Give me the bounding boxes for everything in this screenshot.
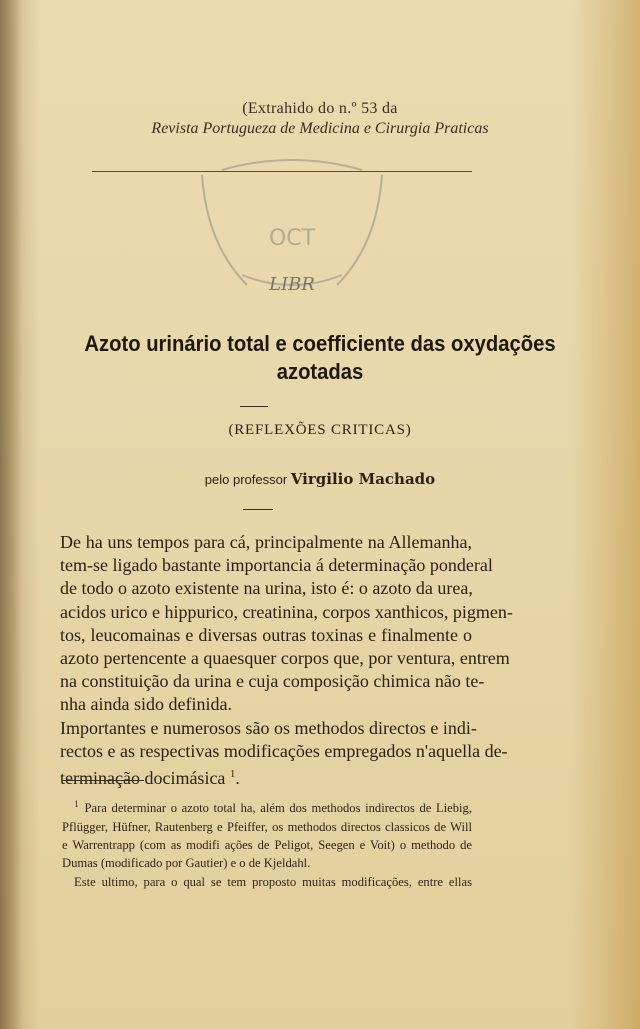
footnote-line: Este ultimo, para o qual se tem proposto muitas modificações, entre ellas [74,874,472,889]
body-line: Importantes e numerosos são os methodos directos e indi- [60,717,477,738]
body-line: De ha uns tempos para cá, principalmente na Allemanha, [60,532,472,552]
page-spine-shadow [0,0,22,1029]
library-stamp [192,150,392,310]
author-rule [243,509,273,510]
title-line-2: azotadas [276,359,364,384]
footnote-line: e Warrentrapp (com as modifi ações de Peligot, Seegen e Voit) o methodo de [62,838,472,852]
article-title [26,330,615,386]
author-line [0,470,640,488]
footnote-marker: 1 [74,799,79,809]
body-line: tos, leucomainas e diversas outras toxinas e finalmente o [60,624,472,645]
article-subtitle: (REFLEXÕES CRITICAS) [228,422,412,438]
page-header [0,100,640,138]
footnotes [62,795,472,891]
author-prefix: pelo professor [204,472,288,487]
footnote-line: Dumas (modificado por Gautier) e o de Kjeldahl. [62,856,311,871]
sentence-end: . [235,768,240,789]
body-line: rectos e as respectivas modificações empregados n'aquella de- [60,740,508,761]
body-line: de todo o azoto existente na urina, isto é: o azoto da urea, [60,578,473,599]
body-text [60,531,513,790]
title-line-1: Azoto urinário total e coefficiente das oxydações [84,331,556,356]
footnote-line [62,795,472,818]
body-line: azoto pertencente a quaesquer corpos que, por ventura, entrem [60,648,510,669]
paragraph-1 [60,531,513,717]
footnote-rule [62,780,144,781]
body-line: acidos urico e hippurico, creatinina, corpos xanthicos, pigmen- [60,601,513,622]
footnote-text: Para determinar o azoto total ha, além dos methodos indirectos de Liebig, [84,801,472,816]
stamp-center-text: OCT [268,226,316,251]
stamp-bottom-text: LIBR [269,274,315,295]
extract-note: (Extrahido do n.º 53 da [242,100,398,117]
author-name: Virgilio Machado [290,470,436,488]
body-line: nha ainda sido definida. [60,694,232,715]
body-line: tem-se ligado bastante importancia á determinação ponderal [60,555,493,576]
body-line [60,763,472,790]
footnote-line: Pflügger, Hüfner, Rautenberg e Pfeiffer, os methodos directos classicos de Will [62,819,472,834]
journal-name: Revista Portugueza de Medicina e Cirurgia Praticas [151,120,489,137]
footnote-reference[interactable]: 1 [229,768,236,781]
title-rule [240,406,268,407]
body-line: na constituição da urina e cuja composição chimica não te- [60,671,485,692]
body-line-text: terminação docimásica [60,768,230,789]
